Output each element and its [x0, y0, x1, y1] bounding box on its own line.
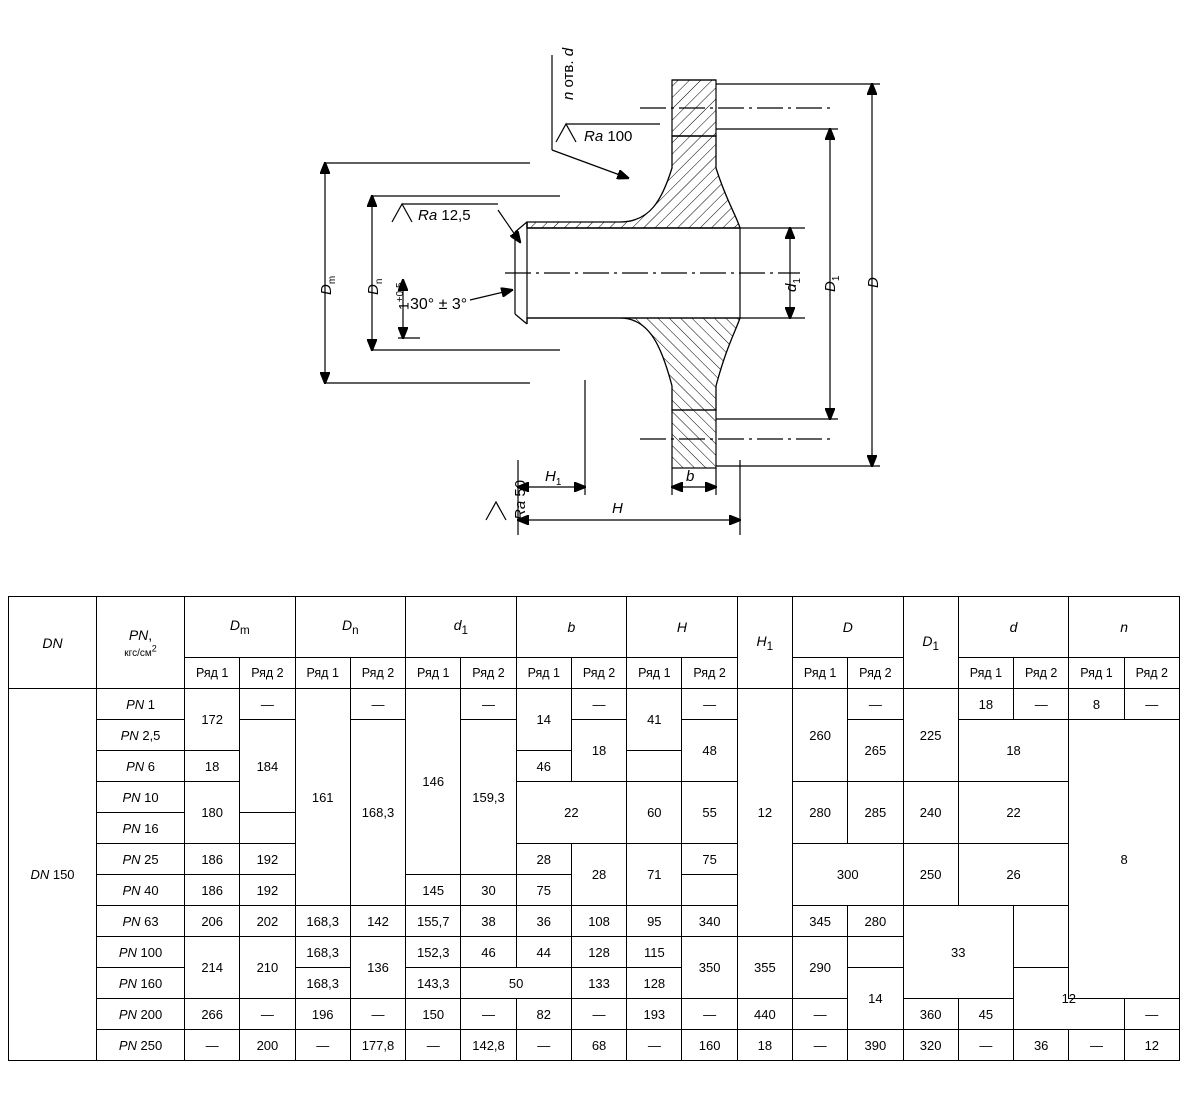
cell-D-r2: 265 [848, 720, 903, 782]
cell-b-r2: — [571, 689, 626, 720]
cell-b-r1: 38 [461, 906, 516, 937]
cell-D1: 290 [792, 937, 847, 999]
cell-h1: 14 [848, 968, 903, 1030]
cell-D-r2: 390 [848, 1030, 903, 1061]
cell-d1-r2: 143,3 [406, 968, 461, 999]
cell-D-r1: — [792, 1030, 847, 1061]
cell-dm-r1: 266 [185, 999, 240, 1030]
cell-h-r1: — [627, 1030, 682, 1061]
header-row1: Ряд 1 [958, 658, 1013, 689]
label-d1-small: $d_1$ [783, 278, 803, 292]
header-dm: $D_m$ [185, 597, 296, 658]
header-D1: $D_1$ [903, 597, 958, 689]
cell-d1-r1: 145 [406, 875, 461, 906]
header-row1: Ряд 1 [185, 658, 240, 689]
cell-h-r2: 95 [627, 906, 682, 937]
cell-d-merged: 33 [903, 906, 1014, 999]
header-row2: Ряд 2 [1124, 658, 1179, 689]
cell-n-r2: 12 [1124, 1030, 1179, 1061]
label-n-otv-d: n отв. d [560, 47, 577, 100]
cell-D-r1: 340 [682, 906, 737, 937]
header-row2: Ряд 2 [461, 658, 516, 689]
cell-d1-r2: — [461, 689, 516, 720]
cell-D1: 280 [848, 906, 903, 937]
cell-b-r1: 82 [516, 999, 571, 1030]
cell-d-r2: — [1124, 999, 1179, 1030]
cell-d1-r2: 155,7 [406, 906, 461, 937]
cell-dm-r2: 192 [240, 875, 295, 906]
label-b: b [686, 468, 695, 485]
label-H1: $H_1$ [545, 468, 562, 488]
table-row [9, 1030, 1180, 1061]
cell-dnc-r2: — [350, 689, 405, 720]
cell-dnc-r2: 177,8 [350, 1030, 405, 1061]
cell-n-r2: — [1124, 689, 1179, 720]
header-dnc: $D_n$ [295, 597, 406, 658]
cell-d1-r1: 150 [406, 999, 461, 1030]
cell-b-r1: 14 [516, 689, 571, 751]
cell-dm-r2: 184 [240, 720, 295, 813]
table-row [9, 720, 1180, 751]
cell-h-r2: 128 [627, 968, 682, 999]
label-ra-100: Ra 100 [584, 128, 633, 145]
cell-h-r2: 75 [682, 844, 737, 875]
table-row [9, 782, 1180, 813]
cell-d-r1: 18 [958, 689, 1013, 720]
cell-dm-r1: 206 [185, 906, 240, 937]
cell-d1-r1: 146 [406, 689, 461, 875]
cell-h-r2: — [682, 999, 737, 1030]
cell-D-r1: 280 [792, 782, 847, 844]
dimensions-table [8, 596, 1180, 1061]
cell-dnc-r1: 161 [295, 689, 350, 906]
cell-dnc-r2: 168,3 [295, 968, 350, 999]
cell-D-r1: 260 [792, 689, 847, 782]
cell-dm-r2: 200 [240, 1030, 295, 1061]
cell-pn: PN 2,5 [97, 720, 185, 751]
header-row1: Ряд 1 [1069, 658, 1124, 689]
cell-dm-r1: 214 [185, 937, 240, 999]
cell-h-r2: — [682, 689, 737, 720]
cell-d-merged: 18 [958, 720, 1069, 782]
label-H: H [612, 500, 623, 517]
header-row2: Ряд 2 [350, 658, 405, 689]
cell-n-r1: — [1069, 1030, 1124, 1061]
cell-D-r2: 345 [792, 906, 847, 937]
cell-h1: 18 [737, 1030, 792, 1061]
cell-d-r2: 36 [1014, 1030, 1069, 1061]
cell-h-r1: 60 [627, 782, 682, 844]
cell-h-r2: 48 [682, 720, 737, 782]
cell-dnc-r2: 168,3 [295, 906, 350, 937]
label-D: D [865, 277, 882, 288]
cell-pn: PN 1 [97, 689, 185, 720]
cell-dnc-r2: 168,3 [295, 937, 350, 968]
cell-D-r2: — [848, 689, 903, 720]
table-row [9, 689, 1180, 720]
cell-D1: 250 [903, 844, 958, 906]
cell-d1-r2: — [461, 999, 516, 1030]
header-pn: PN, кгс/см2 [97, 597, 185, 689]
cell-pn: PN 40 [97, 875, 185, 906]
cell-d-r2: — [1014, 689, 1069, 720]
header-row1: Ряд 1 [406, 658, 461, 689]
header-row2: Ряд 2 [571, 658, 626, 689]
label-ra-12-5: Ra 12,5 [418, 207, 471, 224]
header-row1: Ряд 1 [627, 658, 682, 689]
header-D: D [792, 597, 903, 658]
header-n: n [1069, 597, 1180, 658]
cell-b-merged: 22 [516, 782, 627, 844]
cell-b-r2: 44 [516, 937, 571, 968]
cell-d1-r2: 159,3 [461, 720, 516, 875]
cell-dm-r1: 172 [185, 689, 240, 751]
label-tolerance: $1^{+0,5}$ [395, 282, 412, 310]
label-angle: 30° ± 3° [410, 296, 468, 313]
cell-pn: PN 16 [97, 813, 185, 844]
table-row [9, 906, 1180, 937]
cell-n-r1: 8 [1069, 689, 1124, 720]
cell-b-r2: 36 [516, 906, 571, 937]
cell-d-merged: 22 [958, 782, 1069, 844]
header-d1: $d_1$ [406, 597, 517, 658]
cell-dn: DN 150 [9, 689, 97, 1061]
cell-h-r1: 46 [516, 751, 571, 782]
cell-D1: 360 [903, 999, 958, 1030]
cell-d1-r1: 142 [350, 906, 405, 937]
cell-dm-r1: 186 [185, 875, 240, 906]
dimensions-table-wrap [8, 596, 1180, 1061]
cell-d-r1: 45 [958, 999, 1013, 1030]
cell-dm-r1: 180 [185, 782, 240, 844]
header-row2: Ряд 2 [682, 658, 737, 689]
cell-d-r1: — [958, 1030, 1013, 1061]
cell-pn: PN 200 [97, 999, 185, 1030]
header-b: b [516, 597, 627, 658]
cell-pn: PN 6 [97, 751, 185, 782]
header-h1: $H_1$ [737, 597, 792, 689]
label-ra-50: Ra 50 [512, 479, 529, 520]
cell-b-r1: 46 [461, 937, 516, 968]
cell-D1: 320 [903, 1030, 958, 1061]
cell-pn: PN 160 [97, 968, 185, 999]
cell-dm-r2: — [240, 689, 295, 720]
cell-dm-r2: 202 [240, 906, 295, 937]
cell-h-r1: 128 [571, 937, 626, 968]
cell-D1: 225 [903, 689, 958, 782]
cell-d1-r2: 152,3 [406, 937, 461, 968]
header-row1: Ряд 1 [516, 658, 571, 689]
cell-d1-r2: 142,8 [461, 1030, 516, 1061]
cell-b-r2: 28 [571, 844, 626, 906]
cell-D-r2: 285 [848, 782, 903, 844]
cell-h-r2: 160 [682, 1030, 737, 1061]
cell-pn: PN 25 [97, 844, 185, 875]
cell-b-r1: 30 [461, 875, 516, 906]
cell-b-merged: 50 [461, 968, 572, 999]
cell-h1: 12 [737, 689, 792, 937]
cell-D-r1: 440 [737, 999, 792, 1030]
cell-b-r1: 18 [185, 751, 240, 782]
cell-h-r1: 41 [627, 689, 682, 751]
header-row2: Ряд 2 [1014, 658, 1069, 689]
label-dn: $D_n$ [365, 278, 385, 295]
cell-dnc-r1: — [295, 1030, 350, 1061]
table-row [9, 999, 1180, 1030]
cell-dnc-r2: 168,3 [350, 720, 405, 906]
cell-dm-r1: 186 [185, 844, 240, 875]
header-row2: Ряд 2 [240, 658, 295, 689]
cell-pn: PN 10 [97, 782, 185, 813]
cell-d1-r1: 136 [350, 937, 405, 999]
cell-h-r2: 75 [516, 875, 571, 906]
header-d: d [958, 597, 1069, 658]
cell-pn: PN 100 [97, 937, 185, 968]
cell-b-r2: — [571, 999, 626, 1030]
label-D1: $D_1$ [822, 275, 842, 292]
cell-D-r2: 355 [737, 937, 792, 999]
cell-dm-r1: — [185, 1030, 240, 1061]
cell-dm-r2: — [240, 999, 295, 1030]
cell-n-merged: 8 [1069, 720, 1180, 999]
cell-D-merged: 300 [792, 844, 903, 906]
label-dm: $D_m$ [318, 275, 338, 295]
header-dn: DN [9, 597, 97, 689]
header-row1: Ряд 1 [792, 658, 847, 689]
cell-d-merged: 26 [958, 844, 1069, 906]
cell-dnc-r2: — [350, 999, 405, 1030]
cell-n-merged: 12 [1014, 968, 1125, 1030]
cell-h-r1: 133 [571, 968, 626, 999]
table-row [9, 844, 1180, 875]
cell-D-r1: 350 [682, 937, 737, 999]
cell-b-r1: — [516, 1030, 571, 1061]
cell-b-r2: 18 [571, 720, 626, 782]
cell-h-r2: 55 [682, 782, 737, 844]
cell-d1-r1: — [406, 1030, 461, 1061]
header-row2: Ряд 2 [848, 658, 903, 689]
cell-D-r2: — [792, 999, 847, 1030]
cell-h-r2: 115 [627, 937, 682, 968]
cell-h-r1: 108 [571, 906, 626, 937]
cell-h-r1: 193 [627, 999, 682, 1030]
header-h: H [627, 597, 738, 658]
cell-dm-r2: 210 [240, 937, 295, 999]
cell-dm-r2: 192 [240, 844, 295, 875]
cell-h-r1: 71 [627, 844, 682, 906]
cell-pn: PN 250 [97, 1030, 185, 1061]
cell-dnc-r1: 196 [295, 999, 350, 1030]
cell-b-r1: 28 [516, 844, 571, 875]
cell-D1: 240 [903, 782, 958, 844]
cell-pn: PN 63 [97, 906, 185, 937]
cell-b-r2: 68 [571, 1030, 626, 1061]
header-row1: Ряд 1 [295, 658, 350, 689]
